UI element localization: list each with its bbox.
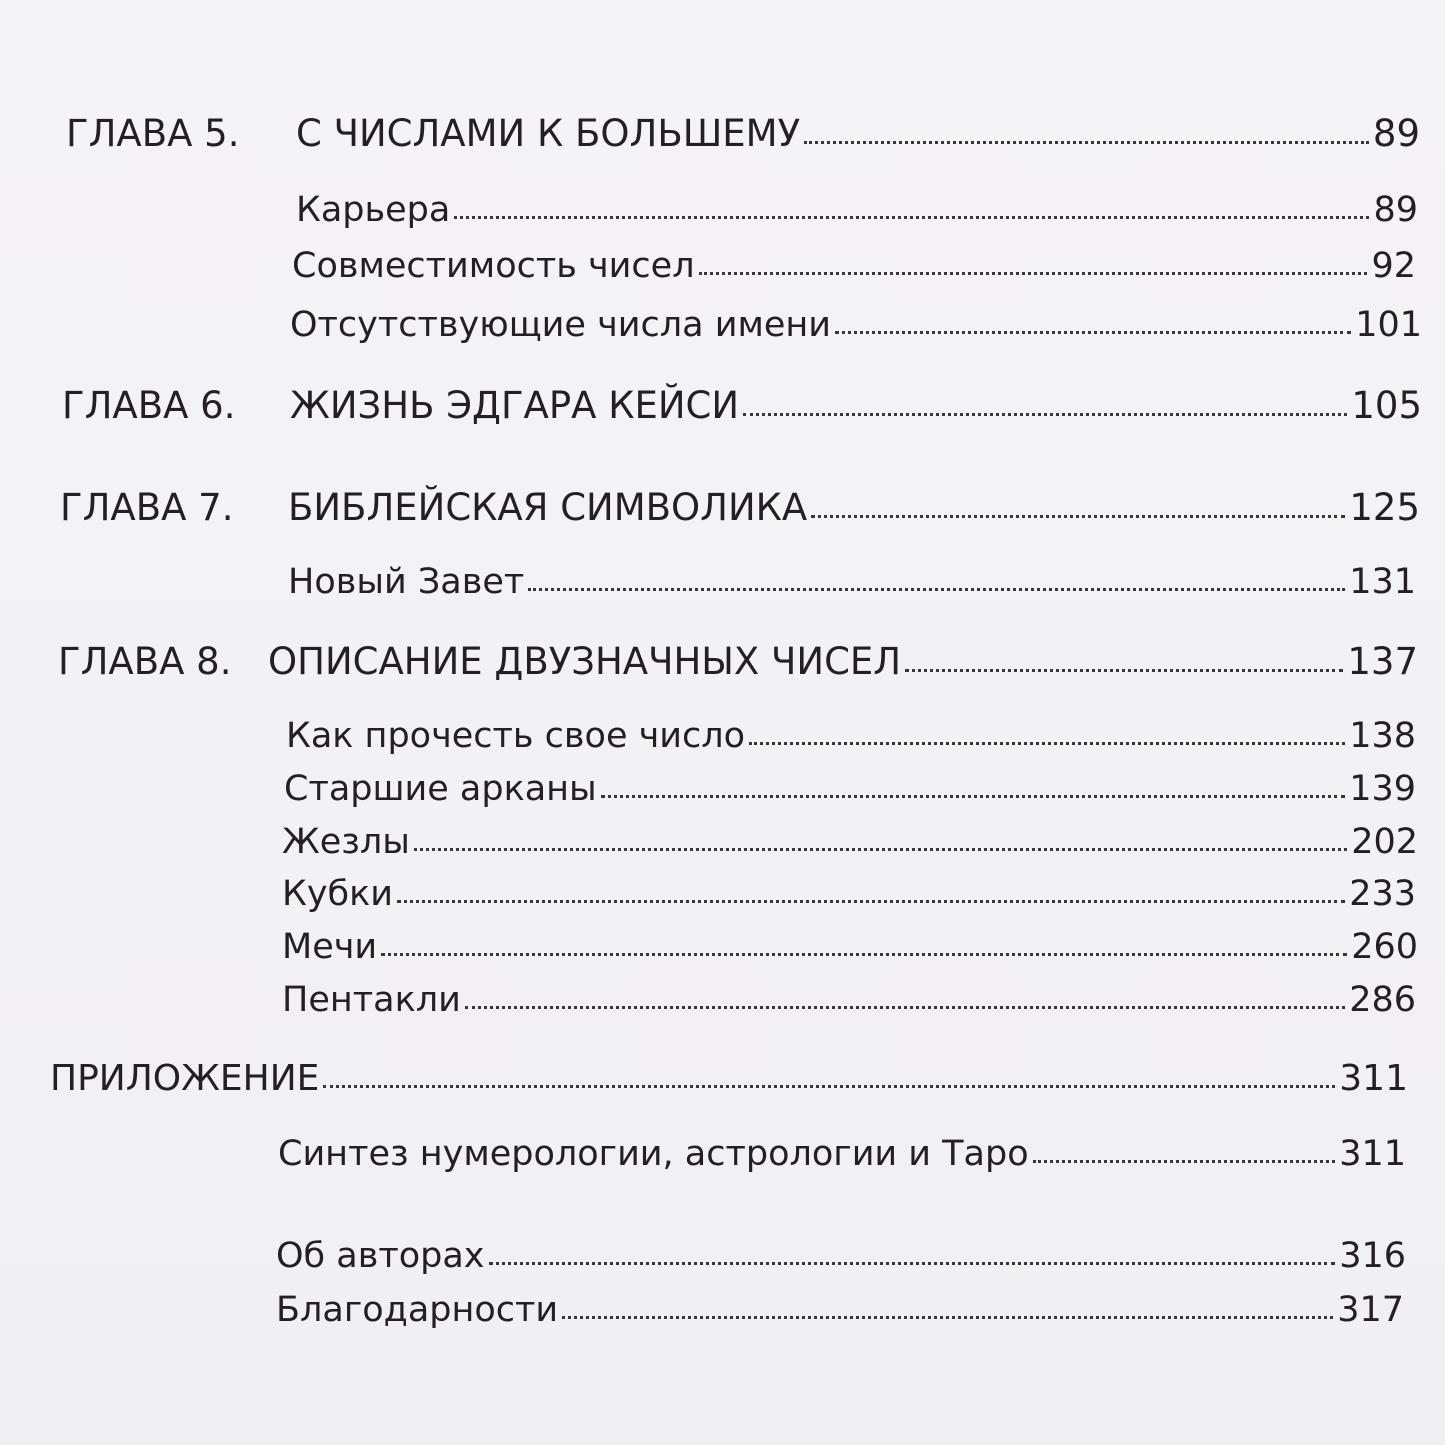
section-title: Отсутствующие числа имени <box>290 305 832 345</box>
page-number: 89 <box>1372 112 1420 155</box>
page-number: 139 <box>1349 769 1416 809</box>
page-number: 138 <box>1349 716 1416 756</box>
page-number: 202 <box>1351 822 1418 862</box>
chapter-number: ГЛАВА 8. <box>58 640 232 683</box>
toc-chapter-6[interactable] <box>62 384 1422 427</box>
dot-leader <box>743 413 1347 416</box>
section-title: Жезлы <box>282 822 410 862</box>
toc-chapter-5[interactable] <box>66 112 1420 155</box>
toc-section[interactable] <box>282 980 1416 1020</box>
chapter-number: ГЛАВА 5. <box>66 112 240 155</box>
chapter-number: ГЛАВА 6. <box>62 384 236 427</box>
dot-leader <box>465 1006 1345 1009</box>
toc-acknowledgements[interactable] <box>276 1290 1404 1330</box>
toc-chapter-7[interactable] <box>60 486 1420 529</box>
page-number: 311 <box>1339 1134 1406 1174</box>
page-number: 286 <box>1349 980 1416 1020</box>
dot-leader <box>1033 1160 1336 1163</box>
chapter-title: С ЧИСЛАМИ К БОЛЬШЕМУ <box>296 112 801 155</box>
dot-leader <box>804 141 1369 144</box>
section-title: Карьера <box>296 190 451 230</box>
dot-leader <box>381 953 1347 956</box>
chapter-number: ГЛАВА 7. <box>60 486 234 529</box>
dot-leader <box>905 669 1343 672</box>
dot-leader <box>811 515 1345 518</box>
page-number: 105 <box>1351 384 1422 427</box>
section-title: Синтез нумерологии, астрологии и Таро <box>278 1134 1029 1174</box>
section-title: Совместимость чисел <box>292 246 695 286</box>
page-number: 311 <box>1339 1058 1408 1099</box>
page-number: 233 <box>1349 874 1416 914</box>
chapter-title: ОПИСАНИЕ ДВУЗНАЧНЫХ ЧИСЕЛ <box>268 640 902 683</box>
dot-leader <box>397 900 1345 903</box>
page-number: 92 <box>1371 246 1416 286</box>
dot-leader <box>835 331 1351 334</box>
section-title: Пентакли <box>282 980 461 1020</box>
toc-section[interactable] <box>292 246 1416 286</box>
toc-section[interactable] <box>278 1134 1406 1174</box>
section-title: Благодарности <box>276 1290 559 1330</box>
toc-about-authors[interactable] <box>276 1236 1406 1276</box>
dot-leader <box>454 216 1369 219</box>
toc-chapter-8[interactable] <box>58 640 1418 683</box>
toc-section[interactable] <box>282 927 1418 967</box>
toc-appendix[interactable] <box>50 1058 1408 1099</box>
toc-section[interactable] <box>282 822 1418 862</box>
page-number: 260 <box>1351 927 1418 967</box>
dot-leader <box>749 742 1345 745</box>
dot-leader <box>562 1316 1333 1319</box>
dot-leader <box>489 1262 1336 1265</box>
chapter-title: ЖИЗНЬ ЭДГАРА КЕЙСИ <box>290 384 740 427</box>
section-title: Новый Завет <box>288 562 525 602</box>
dot-leader <box>601 795 1345 798</box>
toc-section[interactable] <box>284 769 1416 809</box>
page-number: 101 <box>1355 305 1422 345</box>
toc-section[interactable] <box>282 874 1416 914</box>
toc-section[interactable] <box>288 562 1416 602</box>
page-number: 317 <box>1337 1290 1404 1330</box>
dot-leader <box>414 848 1347 851</box>
section-title: Мечи <box>282 927 378 967</box>
section-title: Старшие арканы <box>284 769 597 809</box>
dot-leader <box>323 1085 1335 1088</box>
section-title: Об авторах <box>276 1236 485 1276</box>
page-number: 89 <box>1373 190 1418 230</box>
toc-section[interactable] <box>296 190 1418 230</box>
page-number: 137 <box>1347 640 1418 683</box>
dot-leader <box>528 588 1345 591</box>
toc-section[interactable] <box>290 305 1422 345</box>
page-number: 131 <box>1349 562 1416 602</box>
section-title: Кубки <box>282 874 394 914</box>
appendix-title: ПРИЛОЖЕНИЕ <box>50 1058 320 1099</box>
page-number: 125 <box>1349 486 1420 529</box>
toc-section[interactable] <box>286 716 1416 756</box>
section-title: Как прочесть свое число <box>286 716 746 756</box>
dot-leader <box>699 272 1368 275</box>
page-number: 316 <box>1339 1236 1406 1276</box>
chapter-title: БИБЛЕЙСКАЯ СИМВОЛИКА <box>288 486 808 529</box>
